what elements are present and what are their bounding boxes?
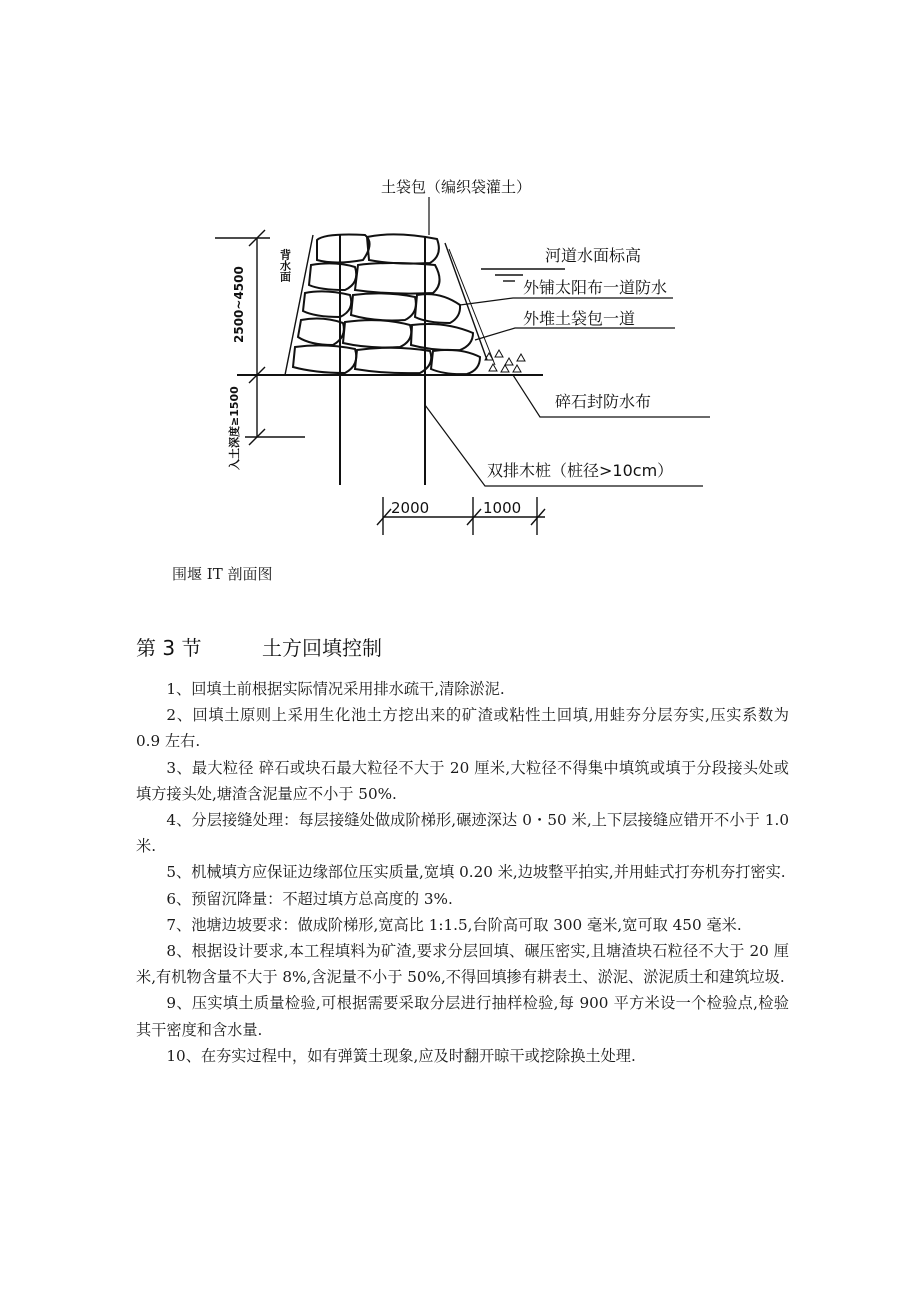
label-width-1000: 1000 bbox=[483, 499, 522, 517]
paragraph: 2、回填土原则上采用生化池土方挖出来的矿渣或粘性土回填,用蛙夯分层夯实,压实系数为 0.9 左右. bbox=[136, 706, 789, 751]
label-width-2000: 2000 bbox=[391, 499, 430, 517]
paragraph: 9、压实填土质量检验,可根据需要采取分层进行抽样检验,每 900 平方米设一个检验点,检验其干密度和含水量. bbox=[136, 994, 789, 1039]
section-title: 土方回填控制 bbox=[262, 636, 382, 660]
section-number: 第 3 节 bbox=[136, 636, 202, 660]
paragraph: 7、池塘边坡要求：做成阶梯形,宽高比 1:1.5,台阶高可取 300 毫米,宽可取 450 毫米. bbox=[166, 915, 742, 934]
label-back-face: 背水面 bbox=[278, 249, 292, 282]
paragraph: 5、机械填方应保证边缘部位压实质量,宽填 0.20 米,边坡整平拍实,并用蛙式打夯机夯打密实. bbox=[166, 863, 786, 882]
paragraph: 4、分层接缝处理：每层接缝处做成阶梯形,碾迹深达 0・50 米,上下层接缝应错开不小于 1.0 米. bbox=[136, 811, 789, 856]
cofferdam-section-diagram bbox=[205, 165, 725, 545]
paragraph: 6、预留沉降量：不超过填方总高度的 3%. bbox=[166, 889, 453, 908]
front-slope-line bbox=[445, 243, 487, 360]
label-piles: 双排木桩（桩径>10cm） bbox=[487, 461, 674, 480]
label-membrane: 外铺太阳布一道防水 bbox=[523, 278, 668, 297]
label-water-level: 河道水面标高 bbox=[545, 246, 642, 265]
paragraph: 8、根据设计要求,本工程填料为矿渣,要求分层回填、碾压密实,且塘渣块石粒径不大于 20 厘米,有机物含量不大于 8%,含泥量不小于 50%,不得回填掺有耕表土、淤泥、淤泥质土和建筑垃圾. bbox=[136, 942, 789, 987]
label-top-bag: 土袋包（编织袋灌土） bbox=[381, 178, 532, 196]
label-gravel-seal: 碎石封防水布 bbox=[555, 392, 652, 411]
label-height-dim: 2500~4500 bbox=[232, 266, 246, 343]
gravel bbox=[485, 350, 525, 372]
leader-outer-bags bbox=[475, 328, 675, 340]
label-outer-bags: 外堆土袋包一道 bbox=[523, 309, 636, 328]
leader-membrane bbox=[460, 298, 673, 305]
paragraph: 1、回填土前根据实际情况采用排水疏干,清除淤泥. bbox=[166, 680, 505, 698]
membrane-line bbox=[449, 249, 495, 365]
paragraph: 10、在夯实过程中，如有弹簧土现象,应及时翻开晾干或挖除换土处理. bbox=[166, 1046, 636, 1065]
figure-caption: 围堰 IT 剖面图 bbox=[172, 565, 273, 583]
label-embed-dim: 入土深度≥1500 bbox=[228, 386, 241, 470]
paragraph: 3、最大粒径 碎石或块石最大粒径不大于 20 厘米,大粒径不得集中填筑或填于分段接头处或填方接头处,塘渣含泥量应不小于 50%. bbox=[136, 758, 789, 803]
body-text bbox=[136, 676, 789, 1069]
section-heading bbox=[136, 632, 382, 661]
